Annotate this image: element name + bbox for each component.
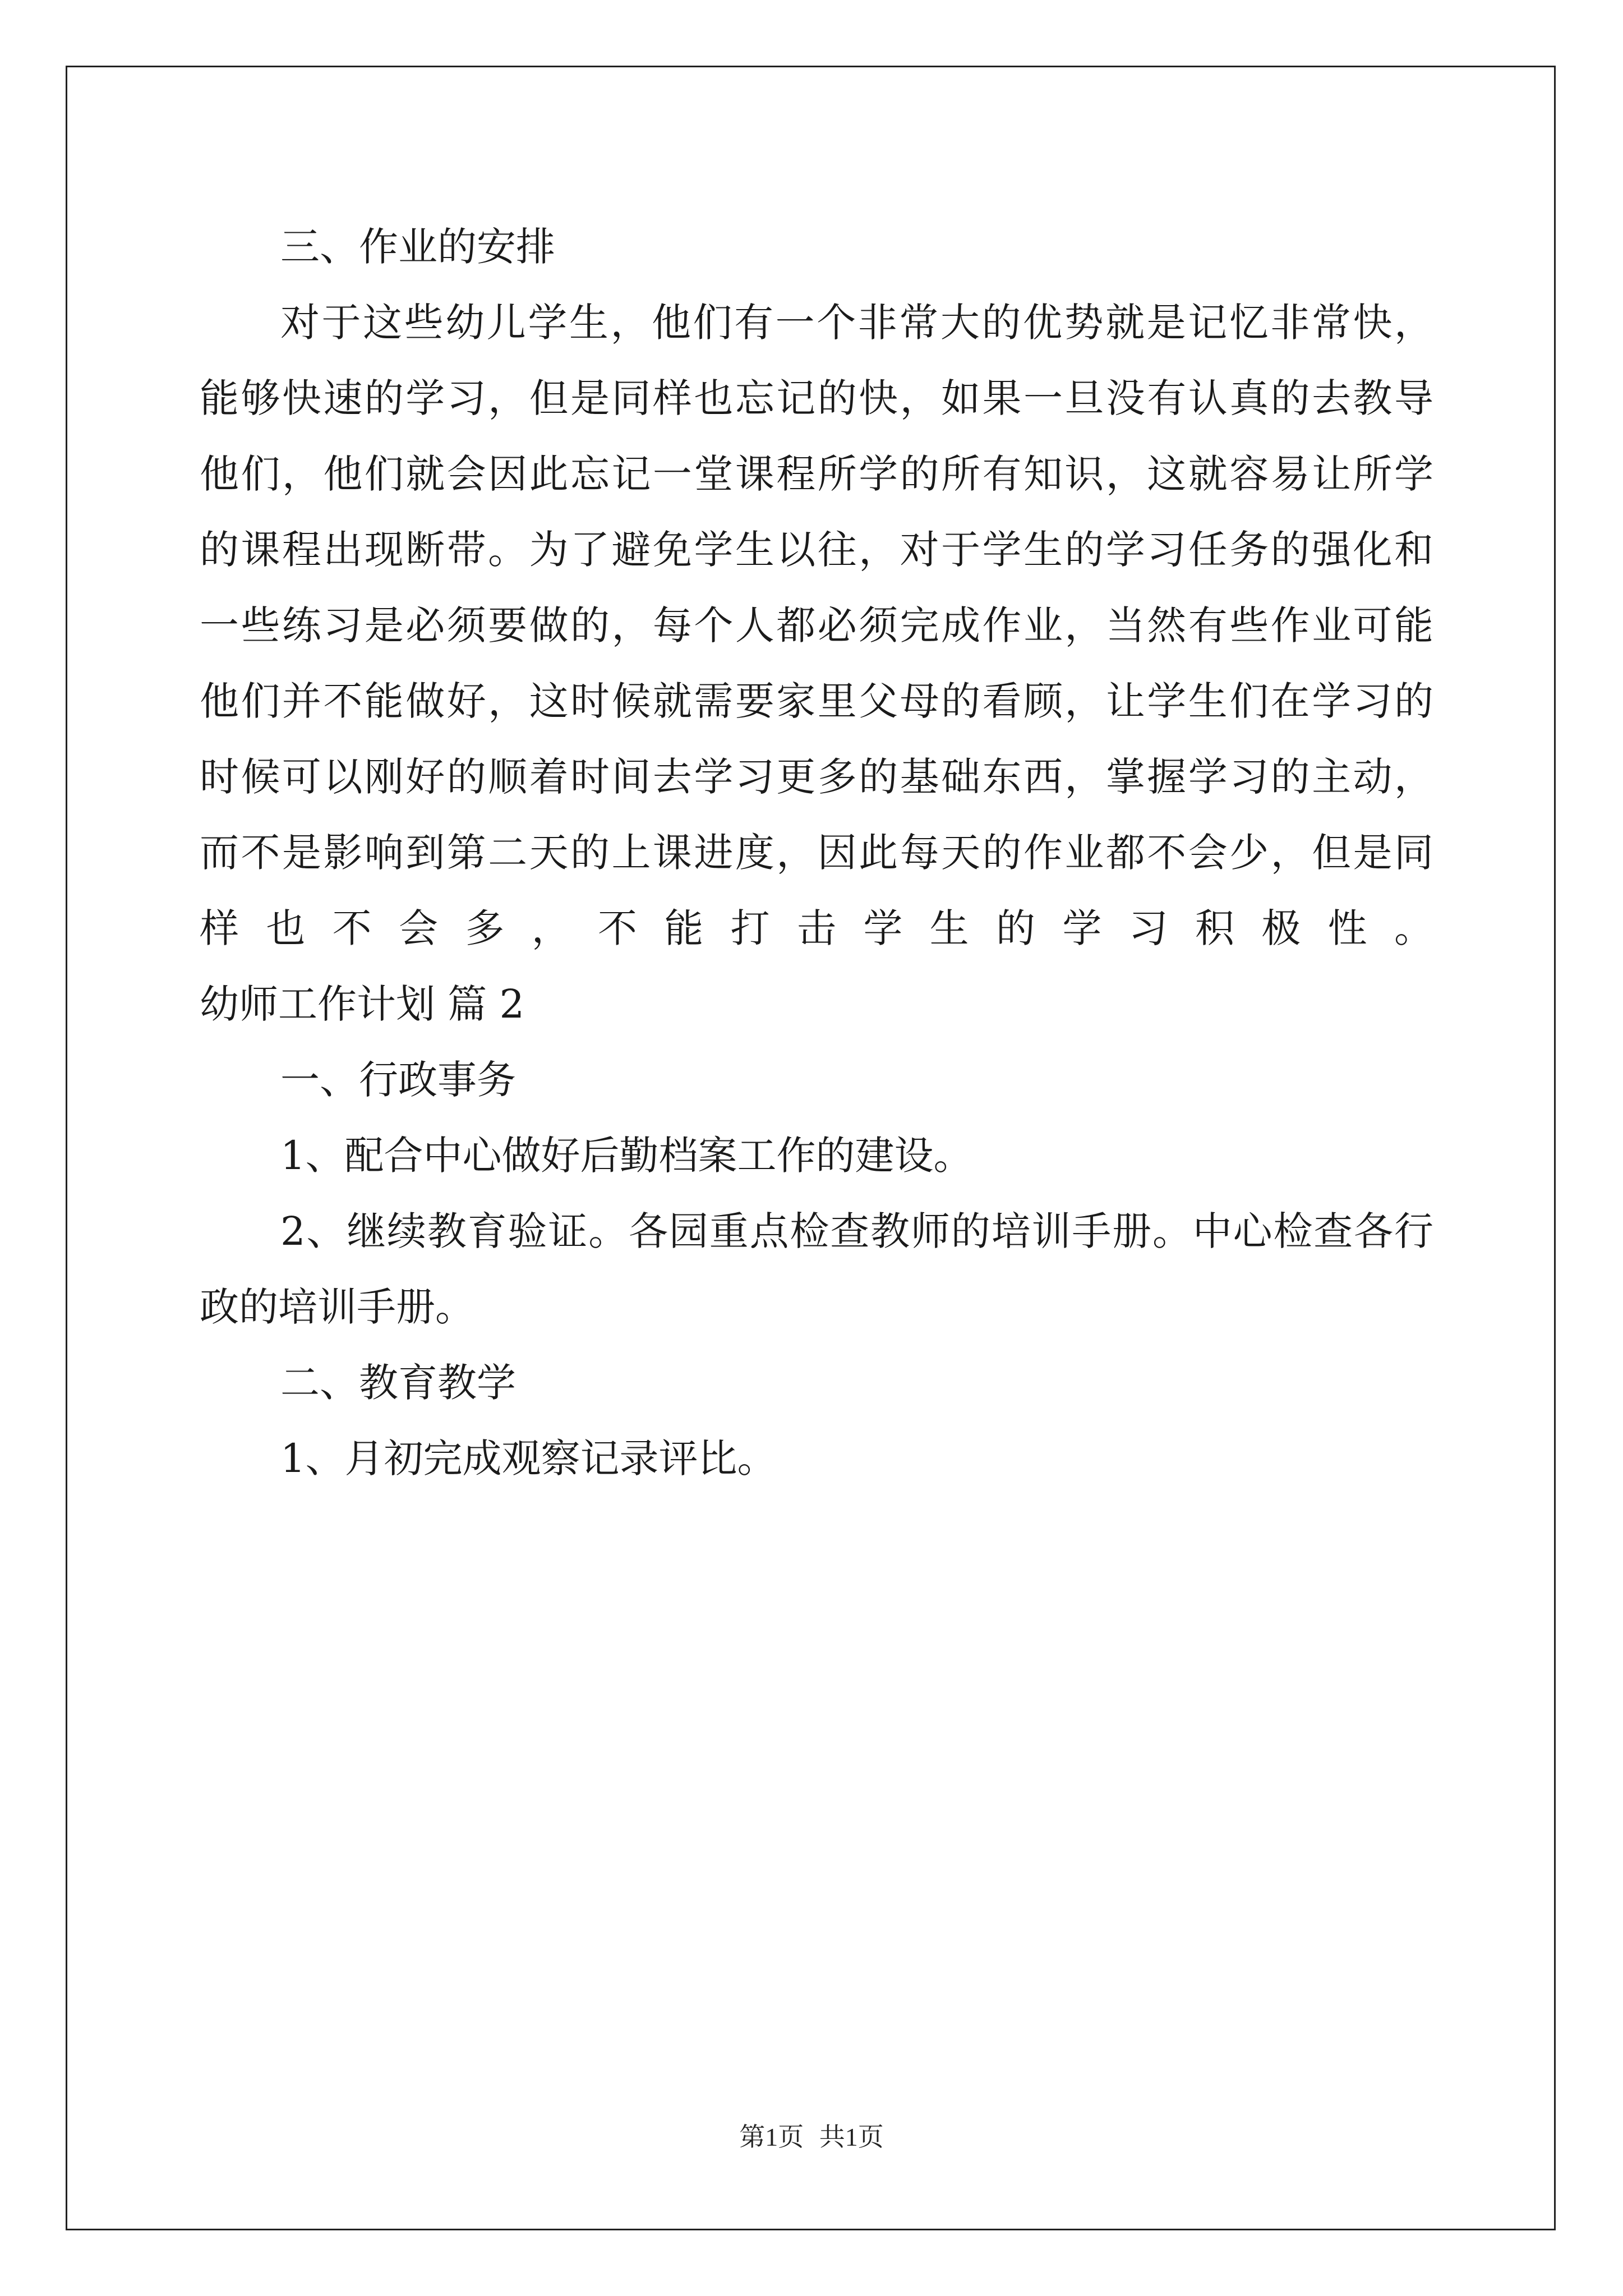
list-item: 1、配合中心做好后勤档案工作的建设。 [280,1133,973,1179]
plan-title: 幼师工作计划 篇 2 [200,981,525,1027]
paragraph-line: 一些练习是必须要做的，每个人都必须完成作业，当然有些作业可能 [200,602,1433,648]
page-number: 第1页 [739,2123,804,2151]
paragraph-line: 他们，他们就会因此忘记一堂课程所学的所有知识，这就容易让所学 [200,451,1433,497]
page-total: 共1页 [819,2123,884,2151]
list-item: 1、月初完成观察记录评比。 [280,1435,777,1481]
paragraph-line: 而不是影响到第二天的上课进度，因此每天的作业都不会少，但是同 [200,830,1433,876]
page-footer [0,2120,1623,2154]
section-heading-admin: 一、行政事务 [280,1057,516,1103]
paragraph-line: 的课程出现断带。为了避免学生以往，对于学生的学习任务的强化和 [200,527,1433,573]
paragraph-line: 能够快速的学习，但是同样也忘记的快，如果一旦没有认真的去教导 [200,375,1433,421]
paragraph-line: 他们并不能做好，这时候就需要家里父母的看顾，让学生们在学习的 [200,678,1433,724]
section-heading-homework: 三、作业的安排 [280,224,555,270]
paragraph-line: 样也不会多，不能打击学生的学习积极性。 [200,905,1433,951]
list-item: 2、继续教育验证。各园重点检查教师的培训手册。中心检查各行 [280,1208,1433,1254]
paragraph-line: 时候可以刚好的顺着时间去学习更多的基础东西，掌握学习的主动， [200,754,1433,800]
list-item-continuation: 政的培训手册。 [200,1284,474,1330]
paragraph-line: 对于这些幼儿学生，他们有一个非常大的优势就是记忆非常快， [280,300,1433,346]
section-heading-teaching: 二、教育教学 [280,1360,516,1406]
